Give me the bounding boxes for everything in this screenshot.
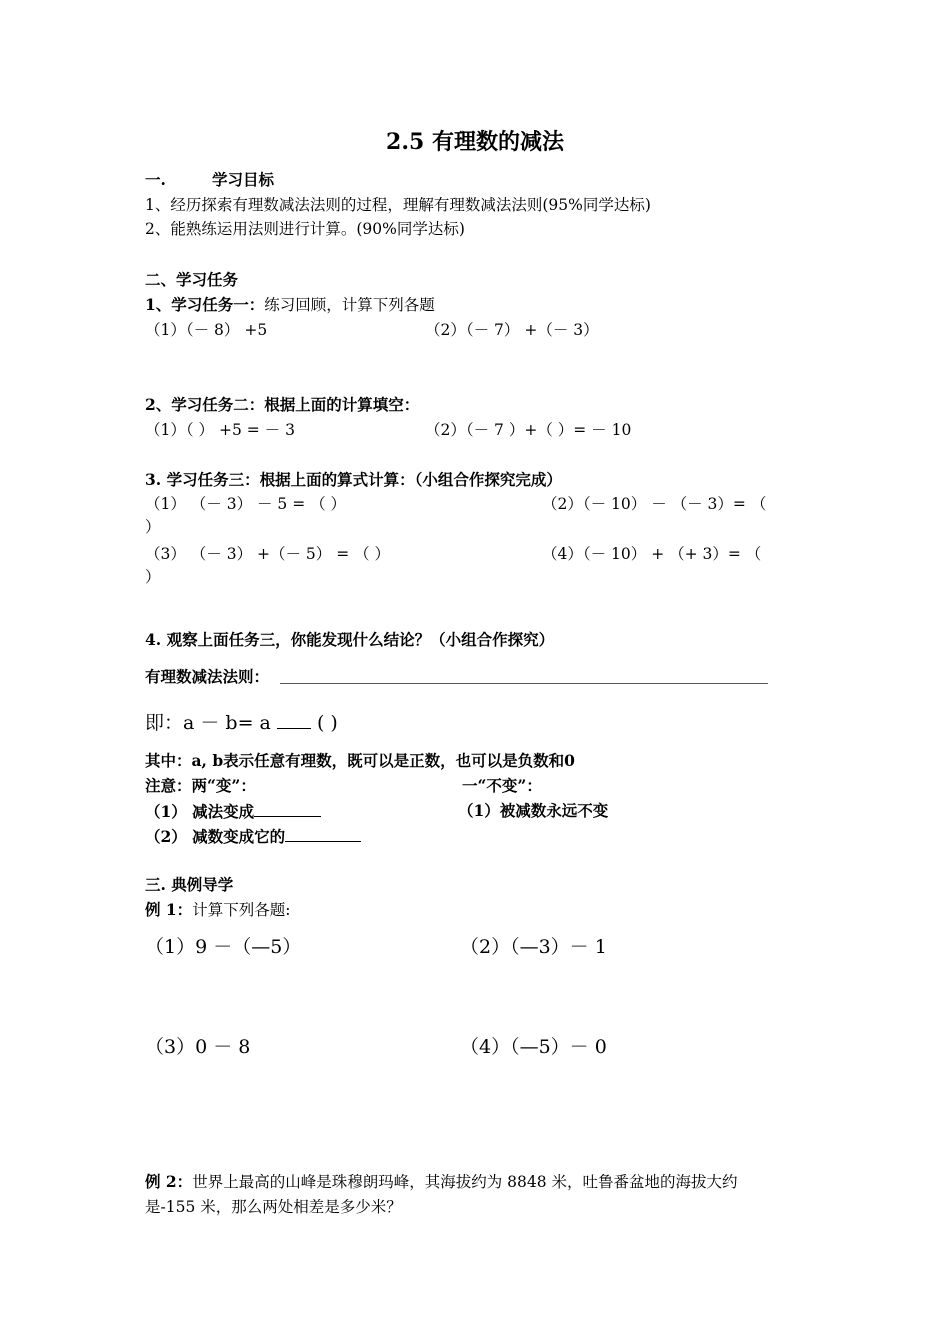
- change-2-text: （2） 减数变成它的: [145, 827, 286, 846]
- section1-number: 一.: [145, 170, 166, 189]
- objective-2: 2、能熟练运用法则进行计算。(90%同学达标): [145, 220, 465, 238]
- example1-label: 例 1：: [145, 900, 193, 919]
- example1-problem-2: （2）（—3）－ 1: [460, 936, 607, 958]
- rule-blank-line[interactable]: [280, 683, 768, 684]
- example2-line-2: 是-155 米，那么两处相差是多少米？: [145, 1198, 402, 1216]
- example1-problem-3: （3）0 － 8: [145, 1036, 251, 1058]
- change-1-text: （1） 减法变成: [145, 802, 255, 821]
- no-change-1: （1）被减数永远不变: [458, 801, 609, 820]
- section2-heading: 二、学习任务: [145, 270, 239, 289]
- formula-line: [145, 710, 338, 735]
- task2-problem-1: （1）（ ） +5 = － 3: [145, 421, 295, 439]
- formula-right: ( ): [316, 712, 338, 734]
- section3-heading: 三. 典例导学: [145, 875, 234, 894]
- task1-label: 1、学习任务一：: [145, 295, 265, 314]
- example2-label: 例 2：: [145, 1172, 193, 1191]
- task3-label: 3. 学习任务三：根据上面的算式计算：（小组合作探究完成）: [145, 470, 562, 489]
- example1-problem-1: （1）9 －（—5）: [145, 936, 302, 958]
- task4-label: 4. 观察上面任务三，你能发现什么结论？（小组合作探究）: [145, 630, 555, 649]
- task1-text: 练习回顾，计算下列各题: [264, 296, 435, 314]
- change-2: [145, 826, 361, 847]
- task1-line: [145, 295, 435, 315]
- example2-line-1: [145, 1172, 738, 1192]
- attention-left: 注意：两“变”：: [145, 776, 256, 795]
- formula-blank[interactable]: [277, 710, 311, 729]
- task2-label: 2、学习任务二：根据上面的计算填空：: [145, 395, 420, 414]
- task1-problem-2: （2）（－ 7） +（－ 3）: [425, 321, 599, 339]
- example1-line: [145, 900, 290, 920]
- task1-problem-1: （1）（－ 8） +5: [145, 321, 268, 339]
- change-2-blank[interactable]: [285, 826, 361, 842]
- note-line: 其中：a, b表示任意有理数，既可以是正数，也可以是负数和0: [145, 751, 575, 770]
- example1-problem-4: （4）（—5）－ 0: [460, 1036, 607, 1058]
- task3-problem-4-tail: ）: [145, 568, 161, 586]
- example2-text-1: 世界上最高的山峰是珠穆朗玛峰，其海拔约为 8848 米，吐鲁番盆地的海拔大约: [192, 1173, 738, 1191]
- rule-label: 有理数减法法则：: [145, 667, 270, 686]
- section1-heading: 学习目标: [212, 170, 275, 189]
- example1-text: 计算下列各题:: [192, 901, 291, 919]
- task3-problem-4: （4）（－ 10） + （+ 3）= （: [542, 545, 762, 563]
- task3-problem-2-tail: ）: [145, 518, 161, 536]
- formula-left: 即：a － b= a: [145, 712, 271, 734]
- change-1: [145, 801, 321, 822]
- task3-problem-2: （2）（－ 10） － （－ 3）= （: [542, 495, 767, 513]
- objective-1: 1、经历探索有理数减法法则的过程，理解有理数减法法则(95%同学达标): [145, 196, 651, 214]
- page-title: 2.5 有理数的减法: [386, 129, 564, 155]
- task3-problem-3: （3） （－ 3） +（－ 5） = （ ）: [145, 545, 391, 563]
- change-1-blank[interactable]: [254, 801, 321, 817]
- task3-problem-1: （1） （－ 3） － 5 = （ ）: [145, 495, 347, 513]
- task2-problem-2: （2）（－ 7 ）+（ ）= － 10: [425, 421, 632, 439]
- attention-right: 一“不变”：: [462, 776, 542, 795]
